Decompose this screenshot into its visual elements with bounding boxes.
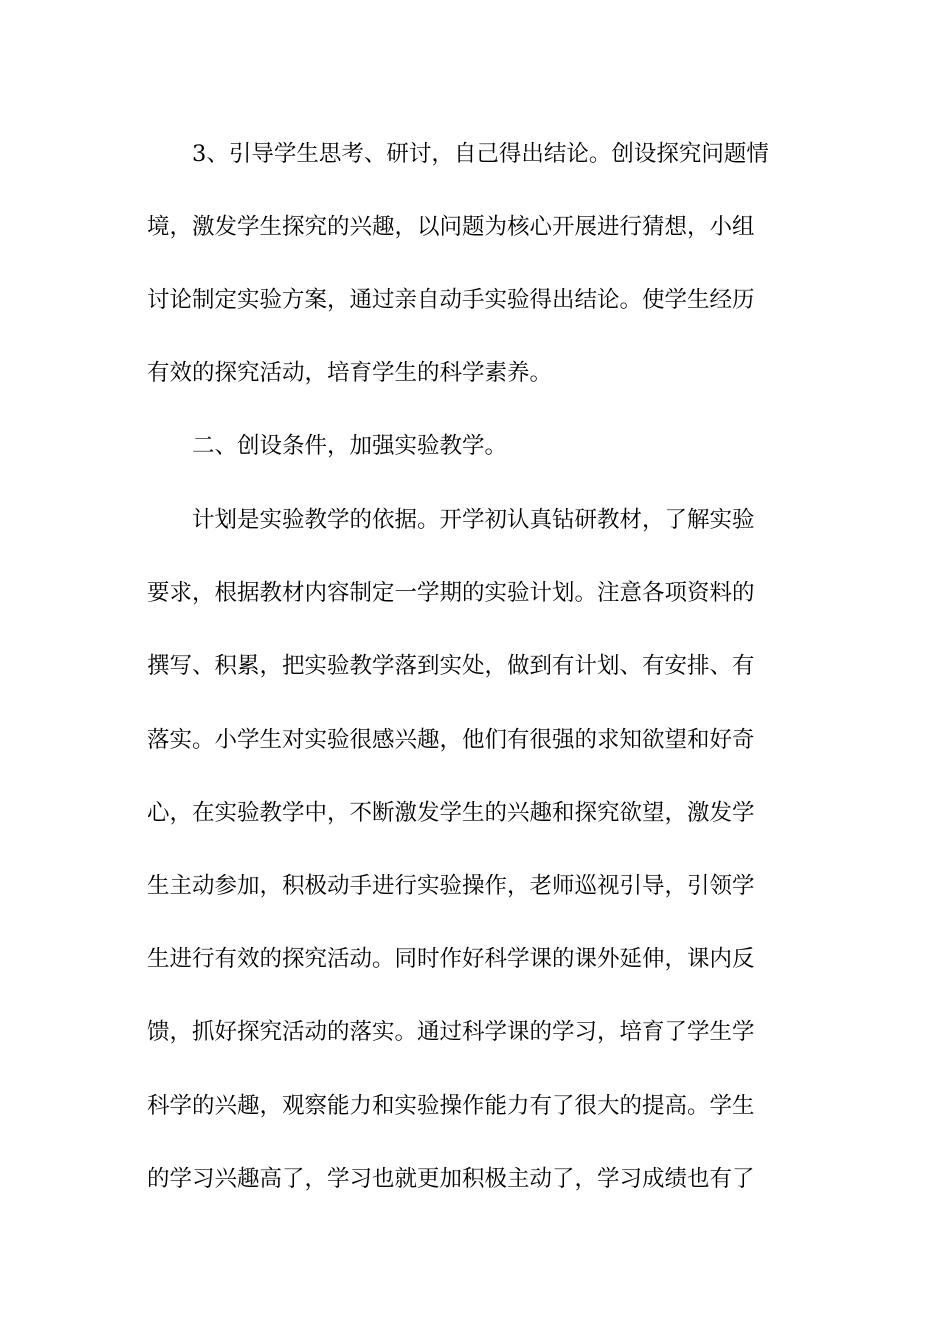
text-line: 计划是实验教学的依据。开学初认真钻研教材，了解实验 (192, 507, 755, 533)
text-line: 落实。小学生对实验很感兴趣，他们有很强的求知欲望和好奇 (147, 727, 755, 753)
heading-line: 二、创设条件，加强实验教学。 (192, 433, 508, 459)
text-line: 境，激发学生探究的兴趣，以问题为核心开展进行猜想，小组 (147, 214, 755, 240)
text-line: 讨论制定实验方案，通过亲自动手实验得出结论。使学生经历 (147, 287, 755, 313)
text-line: 馈，抓好探究活动的落实。通过科学课的学习，培育了学生学 (147, 1019, 755, 1045)
text-line: 心，在实验教学中，不断激发学生的兴趣和探究欲望，激发学 (147, 800, 755, 826)
text-line: 3、引导学生思考、研讨，自己得出结论。创设探究问题情 (192, 141, 769, 167)
text-line: 生进行有效的探究活动。同时作好科学课的课外延伸，课内反 (147, 946, 755, 972)
text-line: 有效的探究活动，培育学生的科学素养。 (147, 360, 553, 386)
text-line: 生主动参加，积极动手进行实验操作，老师巡视引导，引领学 (147, 873, 755, 899)
text-line: 科学的兴趣，观察能力和实验操作能力有了很大的提高。学生 (147, 1093, 755, 1119)
text-line: 的学习兴趣高了，学习也就更加积极主动了，学习成绩也有了 (147, 1166, 755, 1192)
text-line: 要求，根据教材内容制定一学期的实验计划。注意各项资料的 (147, 580, 755, 606)
text-line: 撰写、积累，把实验教学落到实处，做到有计划、有安排、有 (147, 653, 755, 679)
